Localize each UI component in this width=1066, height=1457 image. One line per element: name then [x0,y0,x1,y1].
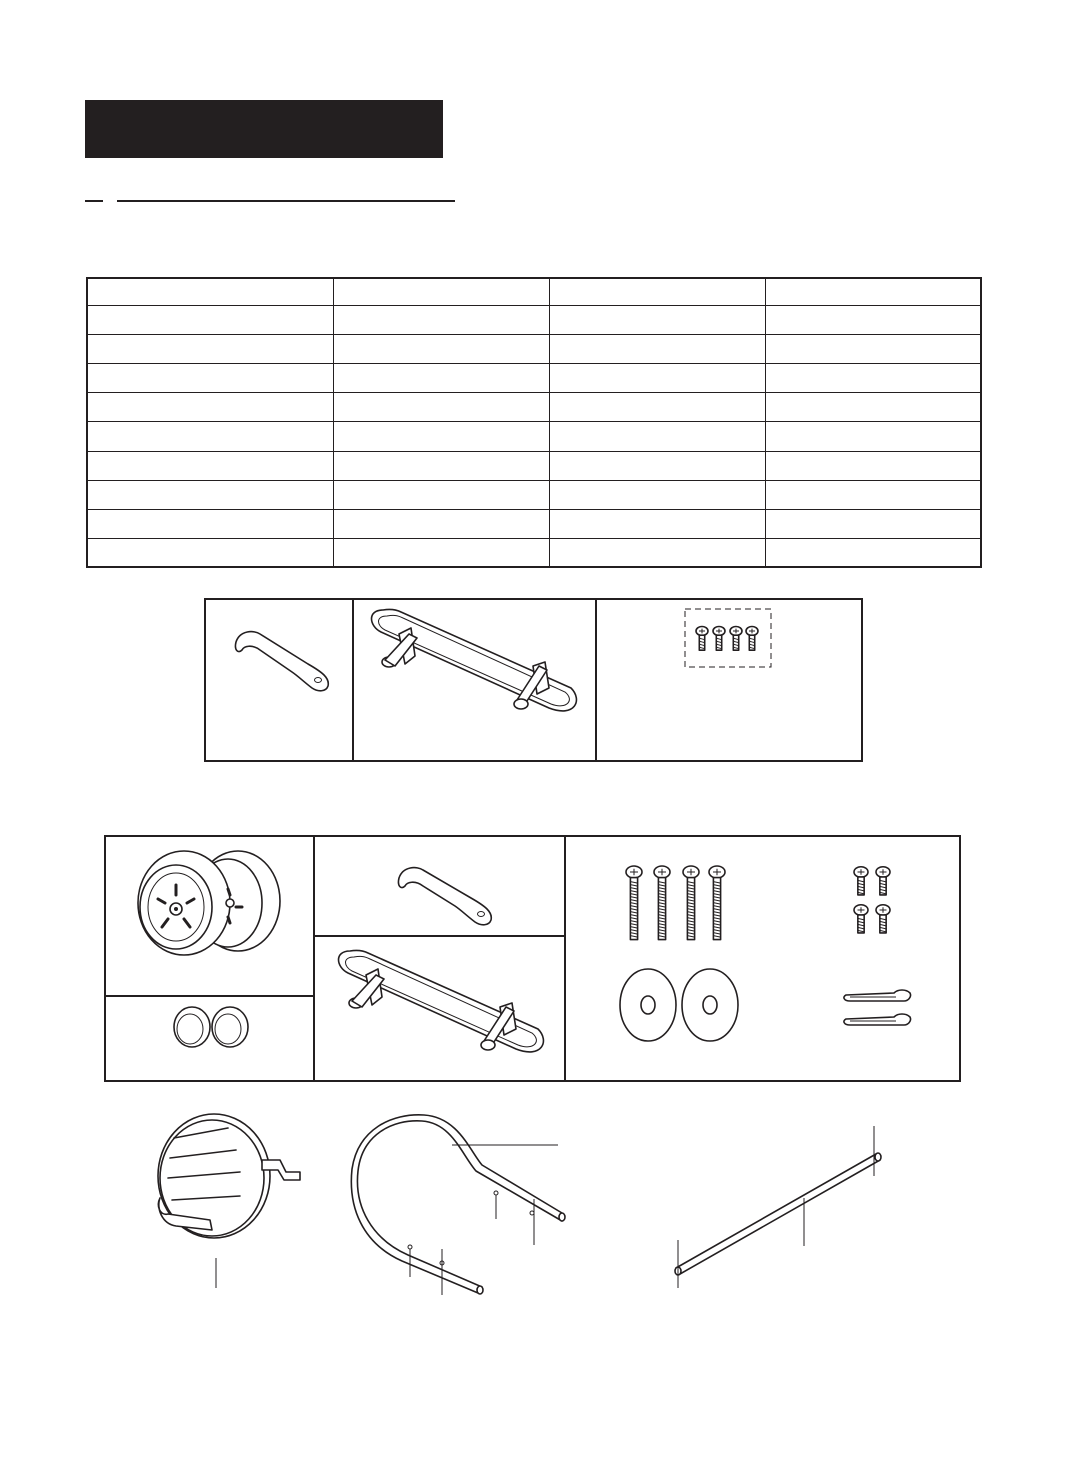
table-cell [87,510,333,539]
short-bolts-icon-2 [852,864,896,938]
table-cell [333,334,549,363]
specification-table [86,277,982,568]
table-cell [765,278,981,305]
table-cell [333,278,549,305]
table-cell [765,539,981,567]
table-row [87,393,981,422]
page-title-bar [85,100,443,158]
wheels-icon [130,845,290,957]
table-cell [87,305,333,334]
table-cell [333,393,549,422]
table-cell [333,305,549,334]
table-cell [549,539,765,567]
table-cell [549,422,765,451]
table-row [87,334,981,363]
handle-icon [230,624,340,694]
table-cell [87,480,333,509]
cotter-pins-icon [840,985,920,1033]
table-cell [765,334,981,363]
table-cell [333,451,549,480]
table-cell [87,334,333,363]
table-cell [333,539,549,567]
table-cell [87,278,333,305]
table-row [87,510,981,539]
table-cell [549,480,765,509]
table-cell [765,451,981,480]
table-cell [765,364,981,393]
lock-ring-icon [150,1108,310,1288]
table-cell [765,510,981,539]
short-bolts-icon [684,608,772,668]
table-cell [333,510,549,539]
table-cell [333,480,549,509]
table-cell [87,451,333,480]
table-cell [549,451,765,480]
table-cell [87,422,333,451]
washers-icon [618,966,748,1044]
wheel-caps-icon [170,1003,255,1051]
table-row [87,539,981,567]
u-handle-tube-icon [352,1115,562,1300]
long-bolts-icon [620,862,735,942]
axle-rod-icon [668,1122,884,1290]
table-row [87,480,981,509]
section-heading-rule [85,200,455,202]
table-row [87,364,981,393]
table-cell [549,510,765,539]
handle-icon-2 [393,864,503,926]
table-row [87,422,981,451]
table-cell [87,539,333,567]
table-cell [333,364,549,393]
table-cell [87,364,333,393]
wheel-axle-bracket-icon [365,604,585,716]
table-cell [549,364,765,393]
table-cell [765,422,981,451]
table-cell [333,422,549,451]
table-cell [549,305,765,334]
table-cell [765,480,981,509]
table-cell [549,393,765,422]
table-row [87,451,981,480]
table-cell [87,393,333,422]
wheel-axle-bracket-icon-2 [332,945,552,1057]
table-cell [765,305,981,334]
table-row [87,305,981,334]
table-row [87,278,981,305]
table-cell [765,393,981,422]
table-cell [549,278,765,305]
table-cell [549,334,765,363]
